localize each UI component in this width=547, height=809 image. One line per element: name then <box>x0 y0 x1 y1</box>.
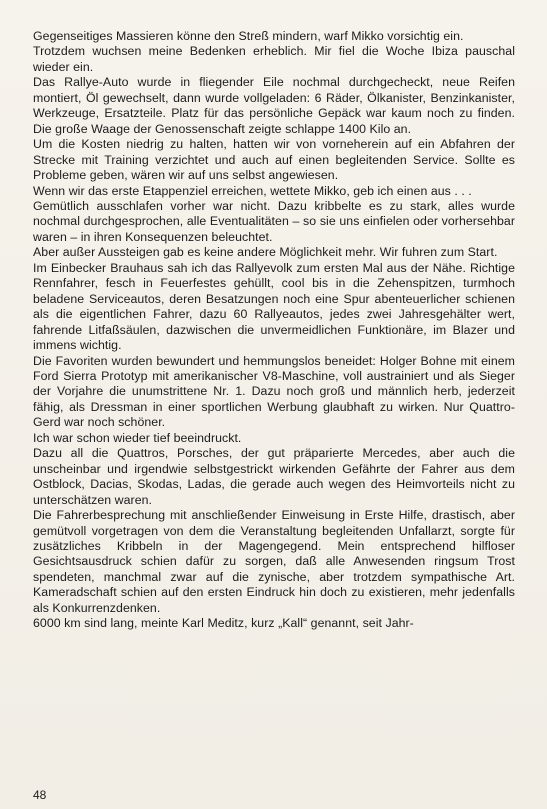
paragraph-10: Ich war schon wieder tief beeindruckt. <box>33 430 242 445</box>
paragraph-3: Das Rallye-Auto wurde in fliegender Eile nochmal durchgecheckt, neue Reifen montiert, Öl gewechselt, dann wurde vollgeladen: 6 Räder, Ölkanister, Benzinkanister, Werkzeuge, Ersatzteile. Platz für das persönliche Gepäck war kaum noch zu finden. Die große Waage der Genossenschaft zeigte schlappe 1400 Kilo an. <box>33 75 515 136</box>
paragraph-4: Um die Kosten niedrig zu halten, hatten wir von vorneherein auf ein Abfahren der Strecke mit Training verzichtet und auch auf einen begleitenden Service. Sollte es Probleme geben, wären wir auf uns selbst angewiesen. <box>33 137 515 183</box>
paragraph-9: Die Favoriten wurden bewundert und hemmungslos beneidet: Holger Bohne mit einem Ford Sierra Prototyp mit amerikanischer V8-Maschine, voll austrainiert und als Sieger der Vorjahre die unumstrittene Nr. 1. Dazu noch groß und männlich herb, jederzeit fähig, als Dressman in einer sportlichen Werbung glaubhaft zu wirken. Nur Quattro-Gerd war noch schöner. <box>33 353 515 430</box>
paragraph-2: Trotzdem wuchsen meine Bedenken erheblich. Mir fiel die Woche Ibiza pauschal wieder ein. <box>33 44 515 74</box>
body-text <box>33 29 515 632</box>
paragraph-12: Die Fahrerbesprechung mit anschließender Einweisung in Erste Hilfe, drastisch, aber gemütvoll vorgetragen von dem die Veranstaltung begleitenden Unfallarzt, sorgte für zusätzliches Kribbeln in der Magengegend. Mein entsprechend hilfloser Gesichtsausdruck schien dafür zu sorgen, daß alle Anwesenden ringsum Trost spendeten, manchmal zwar auf die zynische, aber trotzdem sympathische Art. Kameradschaft schien auf den ersten Eindruck hin doch zu existieren, mehr jedenfalls als Konkurrenzdenken. <box>33 508 515 615</box>
page-number: 48 <box>33 788 47 802</box>
paragraph-6: Gemütlich ausschlafen vorher war nicht. Dazu kribbelte es zu stark, alles wurde nochmal durchgesprochen, alle Eventualitäten – so sie uns einfielen oder vorhersehbar waren – in ihren Konsequenzen beleuchtet. <box>33 198 515 244</box>
paragraph-13: 6000 km sind lang, meinte Karl Meditz, kurz „Kall“ genannt, seit Jahr- <box>33 616 414 631</box>
paragraph-7: Aber außer Aussteigen gab es keine andere Möglichkeit mehr. Wir fuhren zum Start. <box>33 245 498 260</box>
paragraph-8: Im Einbecker Brauhaus sah ich das Rallyevolk zum ersten Mal aus der Nähe. Richtige Rennfahrer, fesch in Feuerfestes gehüllt, cool bis in die Zehenspitzen, turmhoch beladene Serviceautos, deren Besatzungen noch eine Spur abenteuerlicher schienen als die eigentlichen Fahrer, dazu 60 Rallyeautos, jedes zwei Jahresgehälter wert, fahrende Litfaßsäulen, dazwischen die unvermeidlichen Funktionäre, im Blazer und immens wichtig. <box>33 260 515 353</box>
paragraph-1: Gegenseitiges Massieren könne den Streß mindern, warf Mikko vorsichtig ein. <box>33 29 464 43</box>
paragraph-11: Dazu all die Quattros, Porsches, der gut präparierte Mercedes, aber auch die unscheinbar und irgendwie selbstgestrickt wirkenden Gefährte der Fahrer aus dem Ostblock, Dacias, Skodas, Ladas, die gerade auch wegen des Heimvorteils nicht zu unterschätzen waren. <box>33 446 515 507</box>
paragraph-5: Wenn wir das erste Etappenziel erreichen, wettete Mikko, geb ich einen aus . . . <box>33 183 472 198</box>
